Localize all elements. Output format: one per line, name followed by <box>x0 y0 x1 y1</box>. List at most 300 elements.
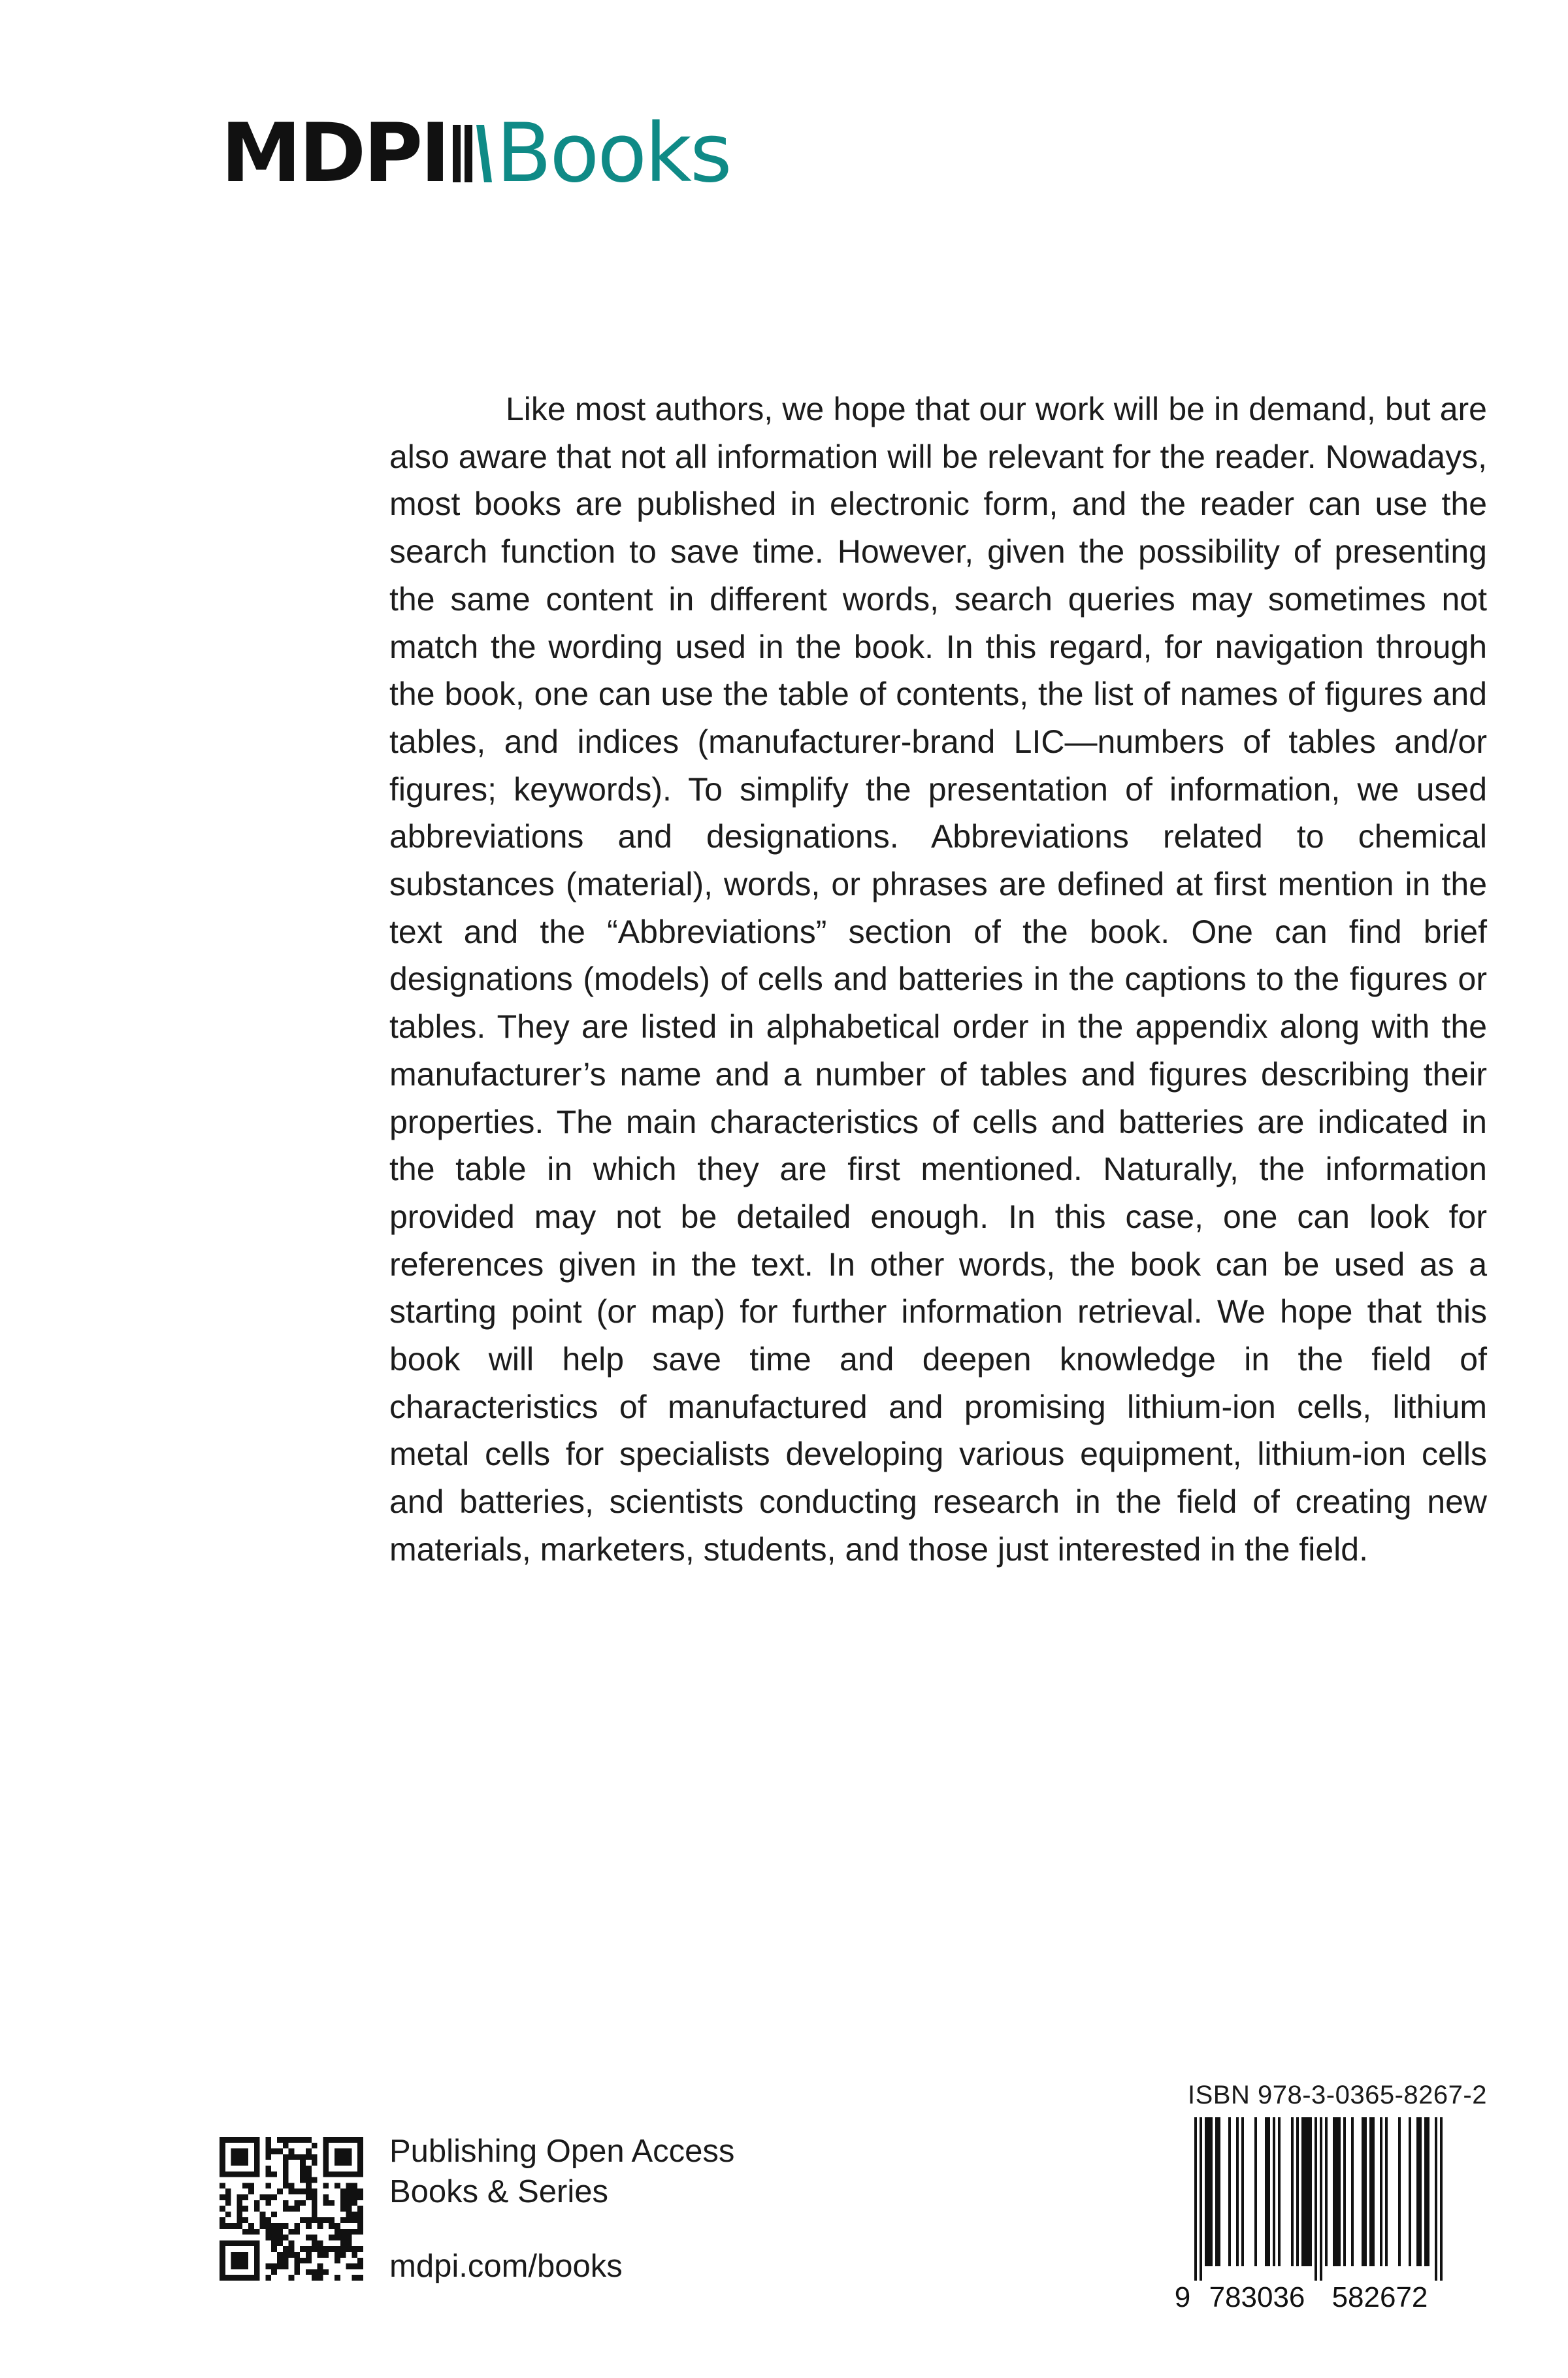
qr-module <box>357 2229 363 2235</box>
qr-module <box>248 2188 254 2194</box>
barcode-bar <box>1320 2117 1322 2281</box>
qr-module <box>340 2240 346 2246</box>
qr-module <box>300 2258 306 2264</box>
qr-module <box>351 2246 357 2252</box>
qr-module <box>306 2194 312 2200</box>
qr-module <box>351 2275 357 2281</box>
qr-module <box>323 2246 329 2252</box>
qr-module <box>357 2143 363 2149</box>
qr-module <box>271 2149 277 2155</box>
qr-module <box>346 2246 352 2252</box>
qr-module <box>351 2217 357 2223</box>
qr-module <box>323 2200 329 2206</box>
barcode-bar <box>1419 2117 1422 2266</box>
qr-module <box>283 2177 289 2183</box>
qr-module <box>237 2200 242 2206</box>
qr-module <box>220 2166 225 2172</box>
qr-module <box>323 2194 329 2200</box>
qr-module <box>271 2269 277 2275</box>
qr-module <box>231 2223 237 2229</box>
qr-module <box>335 2258 340 2264</box>
qr-module <box>225 2172 231 2177</box>
qr-module <box>254 2229 260 2235</box>
qr-module <box>265 2166 271 2172</box>
qr-module <box>346 2264 352 2270</box>
qr-module <box>283 2154 289 2160</box>
qr-module <box>306 2269 312 2275</box>
qr-module <box>260 2211 266 2217</box>
barcode-bar <box>1291 2117 1294 2266</box>
qr-module <box>220 2240 225 2246</box>
qr-module <box>300 2217 306 2223</box>
qr-module <box>312 2211 318 2217</box>
qr-module <box>306 2166 312 2172</box>
qr-module <box>306 2154 312 2160</box>
qr-module <box>329 2246 335 2252</box>
qr-module <box>340 2206 346 2212</box>
qr-module <box>312 2246 318 2252</box>
qr-module <box>318 2246 323 2252</box>
isbn-label: ISBN 978-3-0365-8267-2 <box>1188 2081 1487 2109</box>
qr-module <box>335 2229 340 2235</box>
qr-module <box>220 2194 225 2200</box>
qr-module <box>254 2149 260 2155</box>
qr-module <box>237 2137 242 2143</box>
qr-module <box>231 2252 237 2258</box>
qr-module <box>242 2137 248 2143</box>
qr-module <box>306 2188 312 2194</box>
qr-module <box>277 2188 283 2194</box>
qr-module <box>335 2154 340 2160</box>
qr-module <box>283 2223 289 2229</box>
qr-module <box>283 2166 289 2172</box>
barcode-bar <box>1309 2117 1312 2266</box>
qr-module <box>242 2252 248 2258</box>
qr-module <box>294 2200 300 2206</box>
qr-module <box>271 2235 277 2241</box>
qr-module <box>306 2235 312 2241</box>
barcode-bar <box>1398 2117 1401 2266</box>
qr-module <box>340 2229 346 2235</box>
qr-module <box>306 2217 312 2223</box>
qr-module <box>300 2188 306 2194</box>
qr-module <box>357 2211 363 2217</box>
qr-module <box>289 2229 295 2235</box>
qr-module <box>289 2154 295 2160</box>
qr-module <box>340 2137 346 2143</box>
qr-module <box>220 2217 225 2223</box>
qr-module <box>346 2235 352 2241</box>
qr-module <box>242 2206 248 2212</box>
qr-module <box>340 2160 346 2166</box>
qr-module <box>312 2194 318 2200</box>
qr-module <box>312 2188 318 2194</box>
qr-module <box>283 2206 289 2212</box>
qr-module <box>289 2240 295 2246</box>
qr-code-icon <box>220 2137 363 2281</box>
qr-module <box>271 2194 277 2200</box>
qr-module <box>312 2143 318 2149</box>
qr-module <box>237 2172 242 2177</box>
qr-module <box>340 2217 346 2223</box>
qr-module <box>357 2160 363 2166</box>
barcode-bar <box>1265 2117 1267 2266</box>
qr-module <box>283 2160 289 2166</box>
qr-module <box>289 2246 295 2252</box>
qr-module <box>357 2149 363 2155</box>
qr-module <box>351 2188 357 2194</box>
qr-module <box>329 2235 335 2241</box>
qr-module <box>231 2258 237 2264</box>
barcode-bar <box>1343 2117 1346 2266</box>
qr-module <box>237 2252 242 2258</box>
barcode-bar <box>1335 2117 1338 2266</box>
qr-module <box>335 2183 340 2188</box>
qr-module <box>265 2223 271 2229</box>
qr-module <box>300 2177 306 2183</box>
barcode-bar <box>1315 2117 1317 2281</box>
qr-module <box>242 2154 248 2160</box>
qr-module <box>254 2269 260 2275</box>
qr-module <box>237 2275 242 2281</box>
qr-module <box>271 2211 277 2217</box>
qr-module <box>265 2154 271 2160</box>
qr-module <box>318 2269 323 2275</box>
qr-module <box>242 2183 248 2188</box>
barcode-bar <box>1369 2117 1372 2266</box>
barcode-bar <box>1440 2117 1443 2281</box>
qr-module <box>357 2137 363 2143</box>
qr-module <box>225 2194 231 2200</box>
barcode-bar <box>1267 2117 1270 2266</box>
qr-module <box>300 2200 306 2206</box>
mdpi-books-mark-icon <box>451 122 493 185</box>
qr-module <box>312 2235 318 2241</box>
qr-module <box>277 2264 283 2270</box>
qr-module <box>248 2183 254 2188</box>
barcode-bar <box>1236 2117 1239 2266</box>
qr-module <box>340 2154 346 2160</box>
qr-module <box>277 2258 283 2264</box>
qr-module <box>300 2154 306 2160</box>
qr-module <box>357 2172 363 2177</box>
qr-module <box>306 2137 312 2143</box>
qr-module <box>300 2246 306 2252</box>
qr-module <box>329 2200 335 2206</box>
qr-module <box>237 2194 242 2200</box>
qr-module <box>346 2172 352 2177</box>
qr-module <box>242 2275 248 2281</box>
qr-module <box>248 2223 254 2229</box>
qr-module <box>283 2246 289 2252</box>
qr-module <box>357 2194 363 2200</box>
qr-module <box>289 2188 295 2194</box>
barcode-digits-right: 582672 <box>1331 2281 1428 2313</box>
qr-module <box>351 2211 357 2217</box>
qr-module <box>254 2137 260 2143</box>
qr-module <box>277 2137 283 2143</box>
qr-module <box>283 2137 289 2143</box>
qr-module <box>260 2223 266 2229</box>
qr-module <box>318 2252 323 2258</box>
qr-module <box>335 2149 340 2155</box>
logo-books-text: Books <box>496 107 730 201</box>
qr-module <box>271 2223 277 2229</box>
qr-module <box>271 2246 277 2252</box>
qr-module <box>346 2194 352 2200</box>
qr-module <box>346 2137 352 2143</box>
barcode-digits-left: 783036 <box>1209 2281 1305 2313</box>
qr-module <box>220 2258 225 2264</box>
qr-module <box>242 2194 248 2200</box>
barcode-bar <box>1273 2117 1275 2266</box>
qr-module <box>340 2194 346 2200</box>
qr-module <box>329 2223 335 2229</box>
qr-module <box>335 2235 340 2241</box>
qr-module <box>340 2246 346 2252</box>
qr-module <box>265 2149 271 2155</box>
qr-module <box>335 2275 340 2281</box>
barcode-bar <box>1338 2117 1341 2266</box>
qr-module <box>248 2240 254 2246</box>
qr-module <box>300 2172 306 2177</box>
qr-module <box>357 2166 363 2172</box>
qr-module <box>346 2183 352 2188</box>
qr-module <box>329 2217 335 2223</box>
qr-module <box>237 2223 242 2229</box>
barcode-bar <box>1301 2117 1304 2266</box>
qr-module <box>312 2177 318 2183</box>
qr-module <box>220 2149 225 2155</box>
qr-module <box>277 2223 283 2229</box>
qr-module <box>300 2166 306 2172</box>
barcode-bar <box>1435 2117 1437 2281</box>
qr-module <box>294 2252 300 2258</box>
qr-module <box>312 2269 318 2275</box>
qr-module <box>294 2188 300 2194</box>
qr-module <box>237 2154 242 2160</box>
qr-module <box>312 2160 318 2166</box>
qr-module <box>351 2252 357 2258</box>
qr-module <box>231 2172 237 2177</box>
qr-module <box>300 2160 306 2166</box>
qr-module <box>312 2217 318 2223</box>
qr-module <box>277 2229 283 2235</box>
qr-module <box>237 2149 242 2155</box>
qr-module <box>340 2200 346 2206</box>
qr-module <box>225 2200 231 2206</box>
qr-module <box>242 2172 248 2177</box>
qr-module <box>306 2177 312 2183</box>
qr-module <box>306 2149 312 2155</box>
qr-module <box>351 2172 357 2177</box>
qr-module <box>306 2223 312 2229</box>
qr-module <box>289 2206 295 2212</box>
barcode-bar <box>1296 2117 1299 2266</box>
qr-module <box>265 2194 271 2200</box>
qr-module <box>277 2252 283 2258</box>
qr-module <box>289 2252 295 2258</box>
qr-module <box>283 2252 289 2258</box>
qr-module <box>357 2217 363 2223</box>
barcode-digit-first: 9 <box>1174 2281 1191 2313</box>
qr-module <box>351 2137 357 2143</box>
qr-module <box>277 2149 283 2155</box>
qr-module <box>357 2264 363 2270</box>
qr-module <box>306 2183 312 2188</box>
qr-module <box>225 2275 231 2281</box>
qr-module <box>329 2172 335 2177</box>
qr-module <box>242 2264 248 2270</box>
qr-module <box>351 2200 357 2206</box>
barcode-bar <box>1333 2117 1335 2266</box>
barcode-bar <box>1409 2117 1411 2266</box>
qr-module <box>323 2183 329 2188</box>
qr-module <box>225 2188 231 2194</box>
qr-module <box>231 2137 237 2143</box>
qr-module <box>346 2217 352 2223</box>
qr-module <box>294 2137 300 2143</box>
qr-module <box>340 2188 346 2194</box>
mdpi-books-logo <box>221 107 730 201</box>
qr-module <box>277 2235 283 2241</box>
publisher-tagline-line2: Books & Series <box>389 2174 608 2209</box>
qr-module <box>312 2206 318 2212</box>
qr-module <box>294 2223 300 2229</box>
qr-module <box>346 2188 352 2194</box>
qr-module <box>294 2264 300 2270</box>
qr-module <box>289 2275 295 2281</box>
qr-module <box>220 2252 225 2258</box>
qr-module <box>220 2223 225 2229</box>
qr-module <box>265 2172 271 2177</box>
barcode-bar <box>1362 2117 1364 2266</box>
qr-module <box>254 2275 260 2281</box>
barcode-bar <box>1307 2117 1309 2266</box>
qr-module <box>294 2229 300 2235</box>
qr-module <box>346 2240 352 2246</box>
barcode-bar <box>1205 2117 1207 2266</box>
qr-module <box>254 2166 260 2172</box>
barcode-bar <box>1218 2117 1220 2266</box>
qr-module <box>351 2183 357 2188</box>
qr-module <box>283 2143 289 2149</box>
qr-module <box>283 2183 289 2188</box>
barcode-bar <box>1385 2117 1388 2266</box>
qr-module <box>220 2246 225 2252</box>
qr-module <box>312 2275 318 2281</box>
qr-module <box>271 2229 277 2235</box>
qr-module <box>335 2172 340 2177</box>
qr-module <box>312 2154 318 2160</box>
qr-module <box>300 2137 306 2143</box>
qr-module <box>248 2275 254 2281</box>
qr-module <box>346 2160 352 2166</box>
qr-module <box>254 2252 260 2258</box>
barcode-bar <box>1241 2117 1244 2266</box>
qr-module <box>260 2194 266 2200</box>
qr-module <box>323 2269 329 2275</box>
logo-mdpi-text: MDPI <box>221 107 448 201</box>
qr-module <box>254 2240 260 2246</box>
qr-module <box>335 2223 340 2229</box>
qr-module <box>254 2246 260 2252</box>
qr-module <box>323 2143 329 2149</box>
isbn-barcode <box>1173 2117 1465 2313</box>
qr-module <box>335 2160 340 2166</box>
qr-module <box>294 2258 300 2264</box>
back-cover-blurb: Like most authors, we hope that our work will be in demand, but are also aware that not all information will be relevant for the reader. Nowadays, most books are published in electronic form, and the reader can use the search function to save time. However, given the possibility of presenting the same content in different words, search queries may sometimes not match the wording used in the book. In this regard, for navigation through the book, one can use the table of contents, the list of names of figures and tables, and indices (manufacturer-brand LIC—numbers of tables and/or figures; keywords). To simplify the presentation of information, we used abbreviations and designations. Abbreviations related to chemical substances (material), words, or phrases are defined at first mention in the text and the “Abbreviations” section of the book. One can find brief designations (models) of cells and batteries in the captions to the figures or tables. They are listed in alphabetical order in the appendix along with the manufacturer’s name and a number of tables and figures describing their properties. The main characteristics of cells and batteries are indicated in the table in which they are first mentioned. Naturally, the information provided may not be detailed enough. In this case, one can look for references given in the text. In other words, the book can be used as a starting point (or map) for further information retrieval. We hope that this book will help save time and deepen knowledge in the field of characteristics of manufactured and promising lithium-ion cells, lithium metal cells for specialists developing various equipment, lithium-ion cells and batteries, scientists conducting research in the field of creating new materials, marketers, students, and those just interested in the field. <box>389 391 1487 1568</box>
qr-module <box>225 2211 231 2217</box>
qr-module <box>248 2172 254 2177</box>
qr-module <box>220 2160 225 2166</box>
qr-module <box>254 2160 260 2166</box>
qr-module <box>231 2160 237 2166</box>
qr-module <box>340 2149 346 2155</box>
qr-module <box>283 2264 289 2270</box>
qr-module <box>323 2137 329 2143</box>
qr-module <box>271 2240 277 2246</box>
qr-module <box>237 2217 242 2223</box>
qr-module <box>265 2200 271 2206</box>
qr-module <box>351 2194 357 2200</box>
qr-module <box>220 2143 225 2149</box>
qr-module <box>323 2149 329 2155</box>
qr-module <box>357 2206 363 2212</box>
qr-module <box>254 2143 260 2149</box>
qr-module <box>254 2200 260 2206</box>
qr-module <box>237 2240 242 2246</box>
qr-module <box>265 2217 271 2223</box>
barcode-bar <box>1427 2117 1429 2266</box>
qr-module <box>306 2252 312 2258</box>
qr-module <box>289 2149 295 2155</box>
qr-module <box>306 2172 312 2177</box>
qr-module <box>237 2258 242 2264</box>
qr-module <box>335 2246 340 2252</box>
qr-module <box>265 2183 271 2188</box>
barcode-bar <box>1278 2117 1281 2266</box>
qr-module <box>242 2160 248 2166</box>
qr-module <box>265 2235 271 2241</box>
barcode-bar <box>1372 2117 1375 2266</box>
qr-module <box>318 2264 323 2270</box>
qr-module <box>357 2246 363 2252</box>
qr-module <box>242 2258 248 2264</box>
barcode-bar <box>1325 2117 1328 2266</box>
qr-module <box>346 2211 352 2217</box>
qr-module <box>323 2252 329 2258</box>
qr-module <box>323 2154 329 2160</box>
barcode-bar <box>1194 2117 1197 2281</box>
qr-module <box>335 2252 340 2258</box>
qr-module <box>340 2252 346 2258</box>
qr-module <box>346 2149 352 2155</box>
qr-module <box>231 2240 237 2246</box>
qr-module <box>312 2240 318 2246</box>
qr-module <box>318 2240 323 2246</box>
publisher-url: mdpi.com/books <box>389 2249 623 2284</box>
qr-module <box>294 2154 300 2160</box>
qr-module <box>225 2223 231 2229</box>
qr-module <box>220 2172 225 2177</box>
qr-module <box>294 2269 300 2275</box>
barcode-bar <box>1200 2117 1202 2281</box>
barcode-bar <box>1207 2117 1210 2266</box>
qr-module <box>220 2183 225 2188</box>
qr-module <box>323 2160 329 2166</box>
qr-module <box>283 2235 289 2241</box>
